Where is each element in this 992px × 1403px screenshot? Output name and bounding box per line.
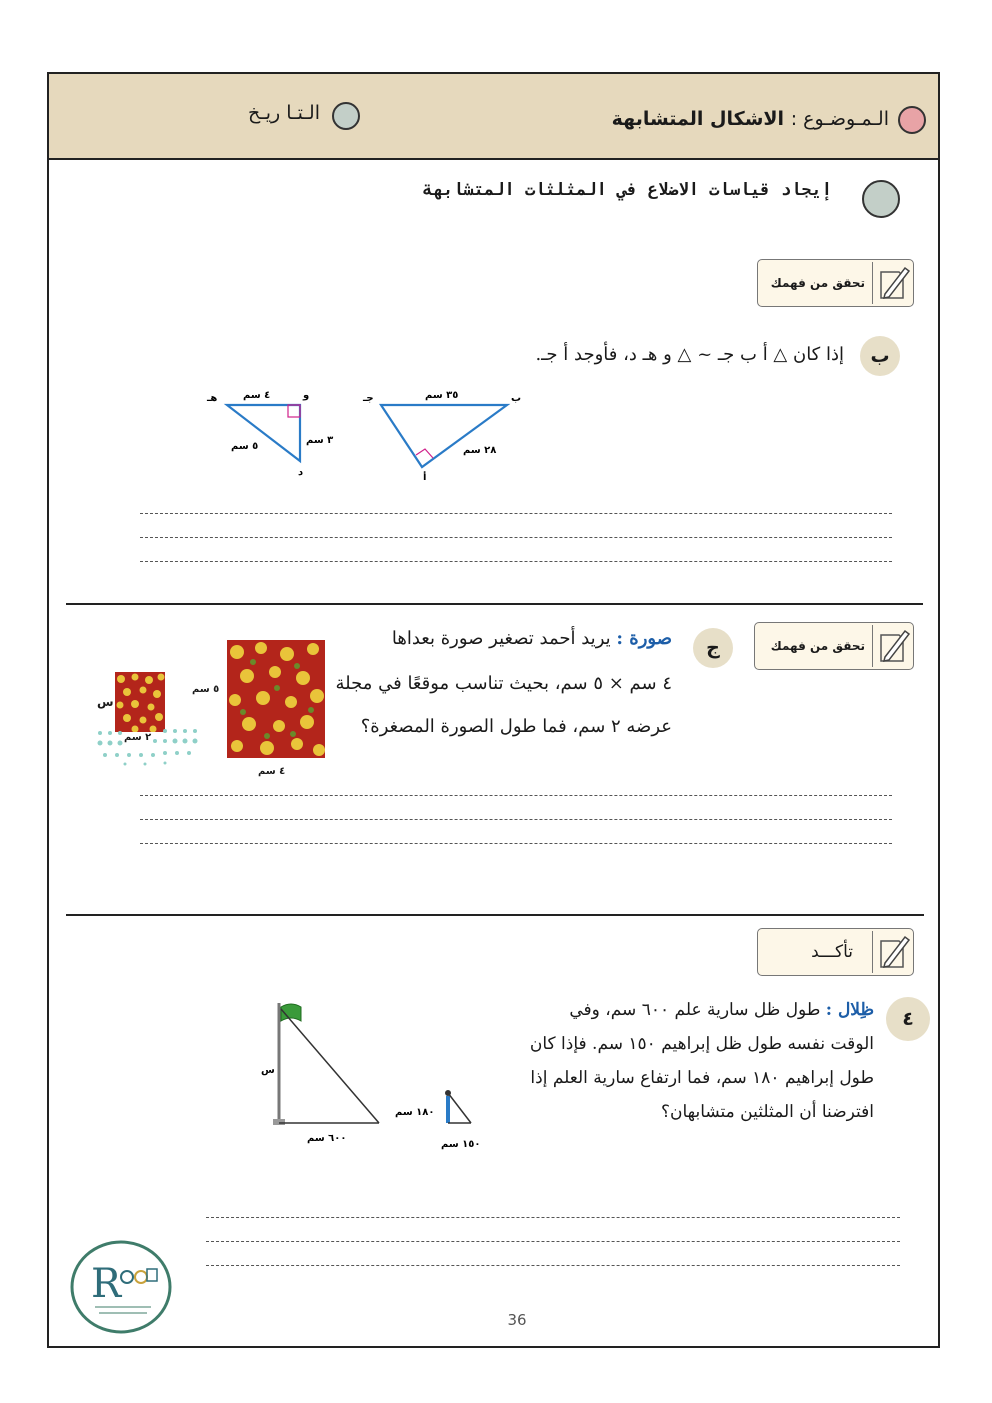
date-bullet xyxy=(332,102,360,130)
vertex-w: و xyxy=(303,390,310,401)
question-b-text: إذا كان △ أ ب جـ ~ △ و هـ د، فأوجد أ جـ. xyxy=(535,344,844,365)
section-divider xyxy=(66,603,923,605)
big-width-label: ٤ سم xyxy=(258,766,286,777)
question-j-line2: ٤ سم × ٥ سم، بحيث تناسب موقعًا في مجلة xyxy=(335,673,672,694)
flagpole-base xyxy=(273,1119,285,1125)
vertex-b: ب xyxy=(511,393,522,404)
small-photo xyxy=(115,672,165,732)
person-shadow-label: ١٥٠ سم xyxy=(441,1139,481,1150)
section-divider xyxy=(66,914,924,916)
page-number: 36 xyxy=(507,1311,527,1329)
question-b-marker: ب xyxy=(860,336,900,376)
confirm-badge xyxy=(757,928,914,976)
answer-line xyxy=(206,1217,900,1218)
vertex-a: أ xyxy=(423,473,427,480)
badge-label: تحقق من فهمك xyxy=(770,276,865,290)
keyword-shadows: ظِلال : xyxy=(825,1000,874,1020)
answer-line xyxy=(140,561,892,562)
vertex-d: د xyxy=(298,467,304,478)
pencil-note-icon xyxy=(873,260,911,304)
side-ba: ٢٨ سم xyxy=(463,445,497,456)
check-understanding-badge xyxy=(754,622,914,670)
pole-label: س xyxy=(261,1065,275,1076)
side-jb: ٣٥ سم xyxy=(425,390,459,401)
person-height-label: ١٨٠ سم xyxy=(395,1107,435,1118)
svg-text:R: R xyxy=(91,1261,122,1307)
topic-label: الـمـوضـوع : xyxy=(790,108,889,130)
question-4-line2: الوقت نفسه طول ظل إبراهيم ١٥٠ سم. فإذا كان xyxy=(529,1034,874,1054)
question-j-marker: ج xyxy=(693,628,733,668)
side-wd: ٣ سم xyxy=(306,435,334,446)
subtitle-bullet xyxy=(862,180,900,218)
pencil-note-icon xyxy=(873,623,911,667)
small-width-label: ٢ سم xyxy=(124,732,152,743)
triangle-abj xyxy=(381,405,507,467)
question-4-line3: طول إبراهيم ١٨٠ سم، فما ارتفاع سارية العلم إذا xyxy=(530,1068,874,1088)
question-4-marker: ٤ xyxy=(886,997,930,1041)
side-hd: ٥ سم xyxy=(231,441,259,452)
keyword-photo: صورة : xyxy=(616,628,672,649)
question-4-line1: ظِلال : طول ظل سارية علم ٦٠٠ سم، وفي xyxy=(569,1000,874,1020)
pole-shadow-label: ٦٠٠ سم xyxy=(307,1133,347,1144)
check-understanding-badge xyxy=(757,259,914,307)
big-height-label: ٥ سم xyxy=(192,684,220,695)
question-j-line3: عرضه ٢ سم، فما طول الصورة المصغرة؟ xyxy=(360,716,672,737)
triangles-diagram xyxy=(195,385,535,480)
answer-line xyxy=(140,795,892,796)
shadow-ray xyxy=(281,1009,379,1123)
answer-line xyxy=(140,819,892,820)
answer-line xyxy=(140,537,892,538)
right-angle-mark-2 xyxy=(416,449,433,458)
answer-line xyxy=(206,1265,900,1266)
vertex-j: جـ xyxy=(363,393,374,404)
answer-line xyxy=(140,843,892,844)
question-4-line4: افترضنا أن المثلثين متشابهان؟ xyxy=(660,1102,874,1122)
right-angle-mark xyxy=(288,405,300,417)
flagpole-diagram xyxy=(245,995,485,1155)
pencil-note-icon xyxy=(873,929,911,973)
topic-bullet xyxy=(898,106,926,134)
badge-label: تأكـــد xyxy=(811,942,853,962)
triangle-hwd xyxy=(227,405,300,461)
badge-label: تحقق من فهمك xyxy=(770,639,865,653)
person-shadow-ray xyxy=(448,1093,471,1123)
date-label: الـتـا ريـخ xyxy=(247,102,320,124)
topic-value: الاشكال المتشابهة xyxy=(611,108,785,130)
answer-line xyxy=(206,1241,900,1242)
side-hw: ٤ سم xyxy=(243,390,271,401)
question-j-line1: صورة : يريد أحمد تصغير صورة بعداها xyxy=(391,628,672,649)
small-height-label: س xyxy=(97,695,114,709)
answer-line xyxy=(140,513,892,514)
subtitle: إيجاد قياسات الاضلاع في المثلثات المتشابهة xyxy=(422,180,832,200)
vertex-h: هـ xyxy=(207,393,218,404)
big-photo xyxy=(227,640,325,758)
topic-heading xyxy=(612,108,889,130)
